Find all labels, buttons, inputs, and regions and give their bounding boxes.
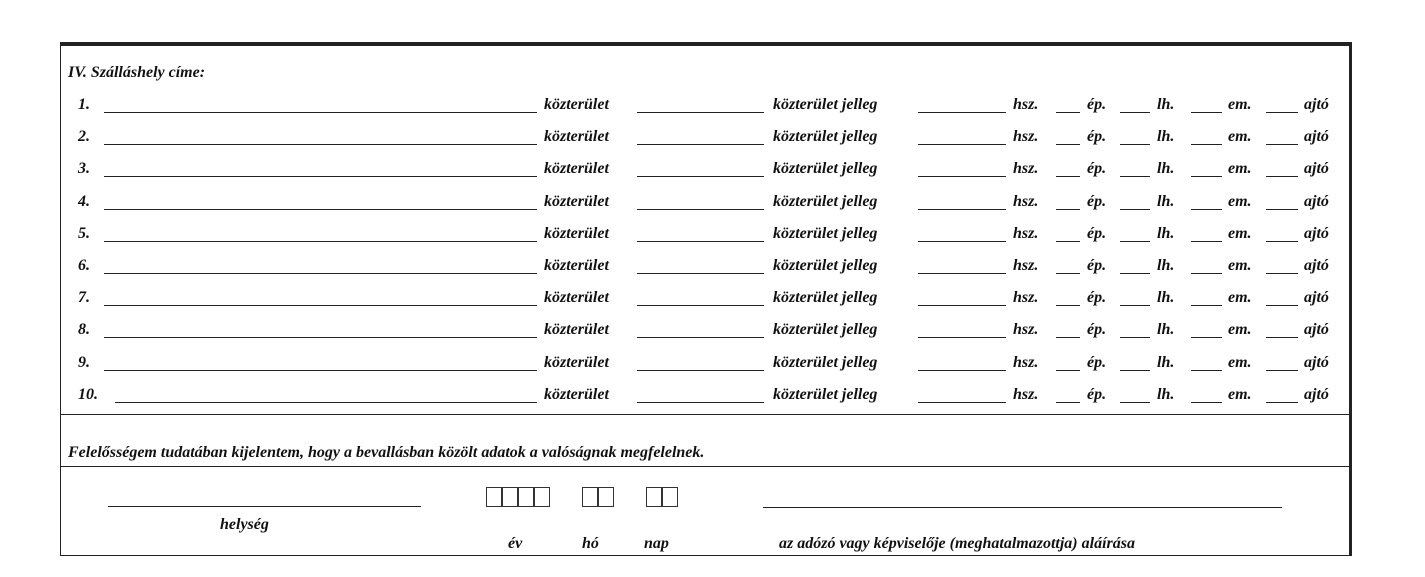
em-field[interactable] bbox=[1266, 402, 1298, 403]
em-label: em. bbox=[1228, 385, 1252, 403]
ep-label: ép. bbox=[1087, 128, 1107, 146]
lh-label: lh. bbox=[1157, 160, 1175, 178]
hsz-label: hsz. bbox=[1013, 128, 1039, 146]
hsz-field[interactable] bbox=[1056, 112, 1080, 113]
hsz-field[interactable] bbox=[1056, 176, 1080, 177]
row-number: 5. bbox=[78, 224, 90, 242]
ep-field[interactable] bbox=[1120, 209, 1150, 210]
ajto-label: ajtó bbox=[1304, 353, 1329, 371]
ajto-label: ajtó bbox=[1304, 321, 1329, 339]
hsz-label: hsz. bbox=[1013, 192, 1039, 210]
declaration-divider bbox=[60, 414, 1352, 415]
lh-field[interactable] bbox=[1191, 144, 1222, 145]
kozterulet-label: közterület bbox=[544, 289, 609, 307]
em-label: em. bbox=[1228, 353, 1252, 371]
ep-field[interactable] bbox=[1120, 176, 1150, 177]
ajto-label: ajtó bbox=[1304, 257, 1329, 274]
lh-label: lh. bbox=[1157, 385, 1175, 403]
street-name-field[interactable] bbox=[104, 370, 537, 371]
hsz-label: hsz. bbox=[1013, 289, 1039, 307]
em-label: em. bbox=[1228, 192, 1252, 210]
em-label: em. bbox=[1228, 224, 1252, 242]
ep-field[interactable] bbox=[1120, 273, 1150, 274]
em-field[interactable] bbox=[1266, 176, 1298, 177]
ep-label: ép. bbox=[1087, 160, 1107, 178]
em-label: em. bbox=[1228, 96, 1252, 113]
hsz-field[interactable] bbox=[1056, 402, 1080, 403]
ep-field[interactable] bbox=[1120, 241, 1150, 242]
ep-field[interactable] bbox=[1120, 305, 1150, 306]
ajto-label: ajtó bbox=[1304, 192, 1329, 210]
em-field[interactable] bbox=[1266, 273, 1298, 274]
ep-field[interactable] bbox=[1120, 112, 1150, 113]
row-number: 3. bbox=[78, 160, 90, 178]
em-field[interactable] bbox=[1266, 370, 1298, 371]
lh-label: lh. bbox=[1157, 353, 1175, 371]
street-name-field[interactable] bbox=[104, 176, 537, 177]
street-name-field[interactable] bbox=[104, 144, 537, 145]
em-field[interactable] bbox=[1266, 337, 1298, 338]
signature-divider bbox=[60, 466, 1352, 467]
hsz-label: hsz. bbox=[1013, 224, 1039, 242]
jelleg-field[interactable] bbox=[918, 337, 1006, 338]
lh-field[interactable] bbox=[1191, 176, 1222, 177]
hsz-field[interactable] bbox=[1056, 209, 1080, 210]
ajto-label: ajtó bbox=[1304, 96, 1329, 113]
declaration-text: Felelősségem tudatában kijelentem, hogy a bevallásban közölt adatok a valóságnak megfelelnek. bbox=[68, 444, 705, 461]
lh-label: lh. bbox=[1157, 192, 1175, 210]
ep-field[interactable] bbox=[1120, 144, 1150, 145]
kozterulet-field[interactable] bbox=[637, 402, 764, 403]
row-number: 8. bbox=[78, 321, 90, 339]
month-digit-box[interactable] bbox=[598, 487, 614, 507]
hsz-field[interactable] bbox=[1056, 241, 1080, 242]
em-label: em. bbox=[1228, 128, 1252, 146]
lh-field[interactable] bbox=[1191, 273, 1222, 274]
kozterulet-label: közterület bbox=[544, 128, 609, 146]
year-digit-box[interactable] bbox=[518, 487, 534, 507]
kozterulet-label: közterület bbox=[544, 160, 609, 178]
jelleg-label: közterület jelleg bbox=[773, 160, 878, 178]
ep-field[interactable] bbox=[1120, 402, 1150, 403]
row-number: 7. bbox=[78, 289, 90, 307]
signature-field[interactable] bbox=[763, 507, 1282, 508]
lh-label: lh. bbox=[1157, 257, 1175, 274]
lh-field[interactable] bbox=[1191, 370, 1222, 371]
kozterulet-field[interactable] bbox=[637, 112, 764, 113]
ep-label: ép. bbox=[1087, 385, 1107, 403]
ajto-label: ajtó bbox=[1304, 385, 1329, 403]
lh-field[interactable] bbox=[1191, 337, 1222, 338]
kozterulet-field[interactable] bbox=[637, 337, 764, 338]
ep-field[interactable] bbox=[1120, 337, 1150, 338]
jelleg-label: közterület jelleg bbox=[773, 289, 878, 307]
year-digit-box[interactable] bbox=[502, 487, 518, 507]
jelleg-field[interactable] bbox=[918, 241, 1006, 242]
street-name-field[interactable] bbox=[104, 209, 537, 210]
em-field[interactable] bbox=[1266, 144, 1298, 145]
kozterulet-field[interactable] bbox=[637, 144, 764, 145]
row-number: 4. bbox=[78, 192, 90, 210]
year-digit-box[interactable] bbox=[486, 487, 502, 507]
lh-label: lh. bbox=[1157, 321, 1175, 339]
hsz-field[interactable] bbox=[1056, 144, 1080, 145]
kozterulet-label: közterület bbox=[544, 257, 609, 274]
month-label: hó bbox=[582, 535, 599, 552]
em-label: em. bbox=[1228, 257, 1252, 274]
em-label: em. bbox=[1228, 160, 1252, 178]
lh-field[interactable] bbox=[1191, 209, 1222, 210]
hsz-field[interactable] bbox=[1056, 370, 1080, 371]
row-number: 9. bbox=[78, 353, 90, 371]
ajto-label: ajtó bbox=[1304, 128, 1329, 146]
kozterulet-label: közterület bbox=[544, 224, 609, 242]
ep-label: ép. bbox=[1087, 96, 1107, 113]
place-field[interactable] bbox=[108, 506, 421, 507]
kozterulet-field[interactable] bbox=[637, 241, 764, 242]
jelleg-field[interactable] bbox=[918, 402, 1006, 403]
lh-label: lh. bbox=[1157, 289, 1175, 307]
jelleg-field[interactable] bbox=[918, 112, 1006, 113]
address-form bbox=[60, 42, 1352, 556]
year-digit-box[interactable] bbox=[534, 487, 550, 507]
row-number: 1. bbox=[78, 96, 90, 113]
em-field[interactable] bbox=[1266, 305, 1298, 306]
row-number: 2. bbox=[78, 128, 90, 146]
signature-label: az adózó vagy képviselője (meghatalmazottja) aláírása bbox=[779, 535, 1135, 552]
street-name-field[interactable] bbox=[104, 241, 537, 242]
street-name-field[interactable] bbox=[104, 337, 537, 338]
ep-label: ép. bbox=[1087, 289, 1107, 307]
jelleg-field[interactable] bbox=[918, 144, 1006, 145]
month-digit-box[interactable] bbox=[582, 487, 598, 507]
jelleg-field[interactable] bbox=[918, 176, 1006, 177]
jelleg-field[interactable] bbox=[918, 305, 1006, 306]
kozterulet-field[interactable] bbox=[637, 305, 764, 306]
hsz-field[interactable] bbox=[1056, 305, 1080, 306]
kozterulet-label: közterület bbox=[544, 192, 609, 210]
kozterulet-field[interactable] bbox=[637, 273, 764, 274]
form-left-border bbox=[60, 46, 61, 556]
kozterulet-label: közterület bbox=[544, 353, 609, 371]
street-name-field[interactable] bbox=[104, 305, 537, 306]
ajto-label: ajtó bbox=[1304, 160, 1329, 178]
kozterulet-label: közterület bbox=[544, 385, 609, 403]
kozterulet-label: közterület bbox=[544, 96, 609, 113]
ajto-label: ajtó bbox=[1304, 289, 1329, 307]
em-label: em. bbox=[1228, 289, 1252, 307]
lh-field[interactable] bbox=[1191, 112, 1222, 113]
ep-label: ép. bbox=[1087, 353, 1107, 371]
hsz-field[interactable] bbox=[1056, 337, 1080, 338]
kozterulet-label: közterület bbox=[544, 321, 609, 339]
section-title: IV. Szálláshely címe: bbox=[68, 64, 206, 81]
lh-field[interactable] bbox=[1191, 241, 1222, 242]
ep-label: ép. bbox=[1087, 321, 1107, 339]
kozterulet-field[interactable] bbox=[637, 370, 764, 371]
jelleg-label: közterület jelleg bbox=[773, 353, 878, 371]
lh-field[interactable] bbox=[1191, 402, 1222, 403]
row-number: 10. bbox=[78, 385, 98, 403]
lh-field[interactable] bbox=[1191, 305, 1222, 306]
ep-label: ép. bbox=[1087, 257, 1107, 274]
jelleg-label: közterület jelleg bbox=[773, 257, 878, 274]
street-name-field[interactable] bbox=[104, 273, 537, 274]
row-number: 6. bbox=[78, 257, 90, 274]
year-label: év bbox=[508, 535, 523, 552]
kozterulet-field[interactable] bbox=[637, 176, 764, 177]
jelleg-label: közterület jelleg bbox=[773, 224, 878, 242]
lh-label: lh. bbox=[1157, 96, 1175, 113]
jelleg-field[interactable] bbox=[918, 370, 1006, 371]
ep-field[interactable] bbox=[1120, 370, 1150, 371]
day-label: nap bbox=[644, 535, 669, 552]
place-label: helység bbox=[220, 516, 269, 533]
jelleg-label: közterület jelleg bbox=[773, 321, 878, 339]
jelleg-field[interactable] bbox=[918, 273, 1006, 274]
day-digit-box[interactable] bbox=[662, 487, 678, 507]
kozterulet-field[interactable] bbox=[637, 209, 764, 210]
day-digit-box[interactable] bbox=[646, 487, 662, 507]
lh-label: lh. bbox=[1157, 224, 1175, 242]
jelleg-label: közterület jelleg bbox=[773, 96, 878, 113]
hsz-label: hsz. bbox=[1013, 321, 1039, 339]
em-field[interactable] bbox=[1266, 241, 1298, 242]
ajto-label: ajtó bbox=[1304, 224, 1329, 242]
jelleg-label: közterület jelleg bbox=[773, 385, 878, 403]
em-field[interactable] bbox=[1266, 209, 1298, 210]
ep-label: ép. bbox=[1087, 224, 1107, 242]
street-name-field[interactable] bbox=[104, 112, 537, 113]
lh-label: lh. bbox=[1157, 128, 1175, 146]
hsz-label: hsz. bbox=[1013, 257, 1039, 274]
em-label: em. bbox=[1228, 321, 1252, 339]
hsz-label: hsz. bbox=[1013, 353, 1039, 371]
hsz-label: hsz. bbox=[1013, 160, 1039, 178]
hsz-label: hsz. bbox=[1013, 385, 1039, 403]
em-field[interactable] bbox=[1266, 112, 1298, 113]
jelleg-label: közterület jelleg bbox=[773, 128, 878, 146]
hsz-label: hsz. bbox=[1013, 96, 1039, 113]
street-name-field[interactable] bbox=[115, 402, 537, 403]
jelleg-field[interactable] bbox=[918, 209, 1006, 210]
ep-label: ép. bbox=[1087, 192, 1107, 210]
jelleg-label: közterület jelleg bbox=[773, 192, 878, 210]
hsz-field[interactable] bbox=[1056, 273, 1080, 274]
